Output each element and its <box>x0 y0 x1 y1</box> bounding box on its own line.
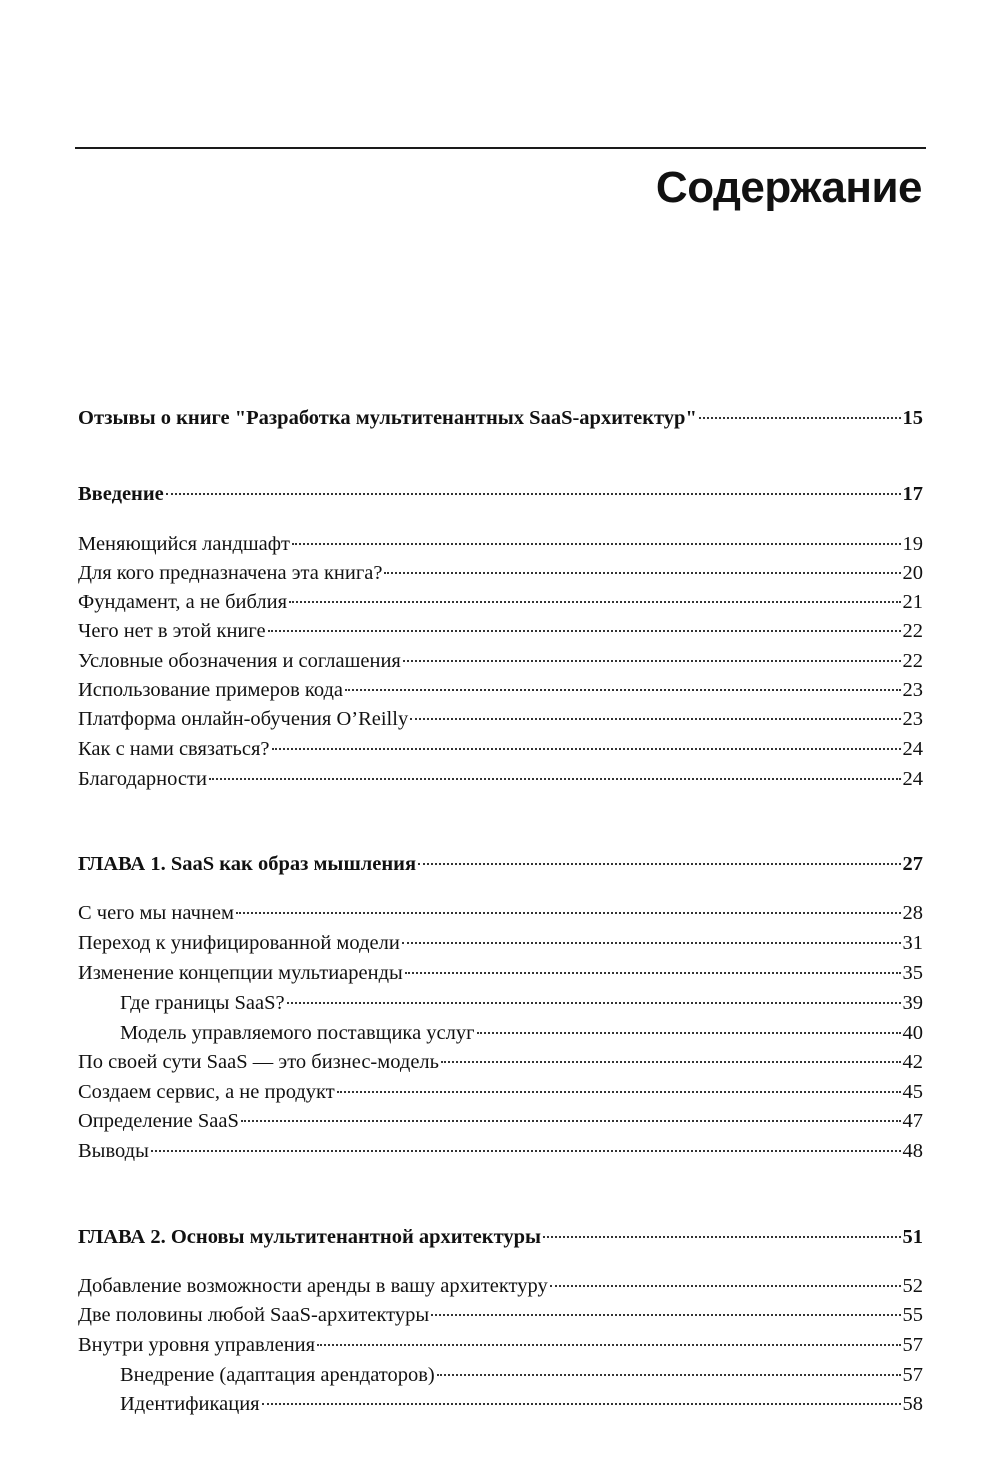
toc-subentry[interactable] <box>120 1018 923 1048</box>
title-rule <box>75 147 926 149</box>
toc-entry-label: Переход к унифицированной модели <box>78 932 400 954</box>
toc-entry-label: Где границы SaaS? <box>120 992 285 1014</box>
dot-leader <box>384 571 900 574</box>
toc-entry-page: 21 <box>902 591 923 613</box>
dot-leader <box>550 1284 901 1287</box>
dot-leader <box>292 542 900 545</box>
dot-leader <box>410 717 900 720</box>
toc-entry[interactable] <box>78 1106 923 1136</box>
dot-leader <box>337 1090 901 1093</box>
toc-entry-page: 39 <box>902 992 923 1014</box>
toc-entry-page: 20 <box>902 562 923 584</box>
toc-entry[interactable] <box>78 529 923 559</box>
toc-entry-page: 28 <box>902 902 923 924</box>
toc-subentry[interactable] <box>120 1360 923 1390</box>
toc-entry-page: 23 <box>902 708 923 730</box>
toc-entry-page: 24 <box>902 738 923 760</box>
toc-entry[interactable] <box>78 1077 923 1107</box>
toc-entry-label: Внутри уровня управления <box>78 1334 316 1356</box>
dot-leader <box>403 659 901 662</box>
toc-entry-label: Выводы <box>78 1140 149 1162</box>
toc-entry-page: 55 <box>902 1304 923 1326</box>
toc-entry-page: 35 <box>902 962 923 984</box>
dot-leader <box>345 688 900 691</box>
dot-leader <box>289 600 900 603</box>
toc-entry-label: Отзывы о книге "Разработка мультитенантных SaaS-архитектур" <box>78 407 697 429</box>
toc-entry[interactable] <box>78 764 923 794</box>
toc-entry-page: 52 <box>902 1275 923 1297</box>
toc-entry[interactable] <box>78 1300 923 1330</box>
toc-entry-label: Как с нами связаться? <box>78 738 270 760</box>
toc-entry-page: 22 <box>902 650 923 672</box>
toc-entry-page: 15 <box>902 407 923 429</box>
toc-entry-page: 27 <box>902 853 923 875</box>
toc-entry[interactable] <box>78 734 923 764</box>
toc-entry-page: 17 <box>902 483 923 505</box>
dot-leader <box>437 1373 901 1376</box>
dot-leader <box>151 1149 901 1152</box>
toc-subentry[interactable] <box>120 988 923 1018</box>
toc-entry-page: 22 <box>902 620 923 642</box>
toc-entry-page: 42 <box>902 1051 923 1073</box>
toc-entry[interactable] <box>78 1271 923 1301</box>
dot-leader <box>699 416 901 419</box>
toc-entry-reviews[interactable] <box>78 403 923 433</box>
toc-entry[interactable] <box>78 1047 923 1077</box>
toc-entry-label: Фундамент, а не библия <box>78 591 288 613</box>
toc-entry[interactable] <box>78 558 923 588</box>
dot-leader <box>477 1031 901 1034</box>
toc-entry-label: Идентификация <box>120 1393 260 1415</box>
toc-entry-label: По своей сути SaaS — это бизнес-модель <box>78 1051 440 1073</box>
toc-entry-label: Изменение концепции мультиаренды <box>78 962 403 984</box>
toc-entry[interactable] <box>78 898 923 928</box>
dot-leader <box>236 911 901 914</box>
toc-entry-page: 47 <box>902 1110 923 1132</box>
toc-entry[interactable] <box>78 675 923 705</box>
toc-entry-page: 40 <box>902 1022 923 1044</box>
toc-entry-page: 48 <box>902 1140 923 1162</box>
toc-entry-page: 57 <box>902 1364 923 1386</box>
toc-entry[interactable] <box>78 958 923 988</box>
toc-entry-page: 24 <box>902 768 923 790</box>
dot-leader <box>441 1060 900 1063</box>
dot-leader <box>272 747 901 750</box>
dot-leader <box>209 777 901 780</box>
toc-entry-label: Введение <box>78 483 164 505</box>
dot-leader <box>287 1001 901 1004</box>
page-title: Содержание <box>655 163 922 212</box>
toc-entry-label: Внедрение (адаптация арендаторов) <box>120 1364 435 1386</box>
toc-entry-page: 19 <box>902 533 923 555</box>
dot-leader <box>431 1313 900 1316</box>
toc-entry-label: Условные обозначения и соглашения <box>78 650 401 672</box>
toc-subentry[interactable] <box>120 1389 923 1419</box>
toc-entry-page: 45 <box>902 1081 923 1103</box>
toc-entry-label: Добавление возможности аренды в вашу архитектуру <box>78 1275 548 1297</box>
toc-entry[interactable] <box>78 704 923 734</box>
toc-entry-page: 57 <box>902 1334 923 1356</box>
dot-leader <box>317 1343 900 1346</box>
toc-entry-label: Использование примеров кода <box>78 679 344 701</box>
toc-entry[interactable] <box>78 1330 923 1360</box>
toc-entry-page: 51 <box>902 1226 923 1248</box>
dot-leader <box>166 492 901 495</box>
dot-leader <box>405 971 901 974</box>
toc-entry-label: Благодарности <box>78 768 207 790</box>
dot-leader <box>543 1235 900 1238</box>
dot-leader <box>418 862 900 865</box>
toc-entry-chapter-2[interactable] <box>78 1222 923 1252</box>
toc-entry-label: Меняющийся ландшафт <box>78 533 291 555</box>
dot-leader <box>262 1402 901 1405</box>
toc-entry-label: Для кого предназначена эта книга? <box>78 562 383 584</box>
toc-entry-introduction[interactable] <box>78 479 923 509</box>
toc-entry-label: ГЛАВА 2. Основы мультитенантной архитектуры <box>78 1226 542 1248</box>
toc-entry-page: 58 <box>902 1393 923 1415</box>
dot-leader <box>241 1119 901 1122</box>
toc-entry-label: Две половины любой SaaS-архитектуры <box>78 1304 430 1326</box>
toc-entry-label: Создаем сервис, а не продукт <box>78 1081 335 1103</box>
dot-leader <box>402 941 901 944</box>
toc-entry[interactable] <box>78 1136 923 1166</box>
toc-entry[interactable] <box>78 646 923 676</box>
toc-entry-label: С чего мы начнем <box>78 902 234 924</box>
dot-leader <box>268 629 901 632</box>
toc-entry-label: Чего нет в этой книге <box>78 620 266 642</box>
toc-entry-page: 23 <box>902 679 923 701</box>
toc-entry-label: ГЛАВА 1. SaaS как образ мышления <box>78 853 417 875</box>
toc-entry-label: Модель управляемого поставщика услуг <box>120 1022 475 1044</box>
toc-entry-chapter-1[interactable] <box>78 849 923 879</box>
toc-entry-page: 31 <box>902 932 923 954</box>
toc-entry[interactable] <box>78 928 923 958</box>
toc-entry-label: Определение SaaS <box>78 1110 239 1132</box>
toc-entry-label: Платформа онлайн-обучения O’Reilly <box>78 708 409 730</box>
toc-entry[interactable] <box>78 587 923 617</box>
toc-entry[interactable] <box>78 616 923 646</box>
